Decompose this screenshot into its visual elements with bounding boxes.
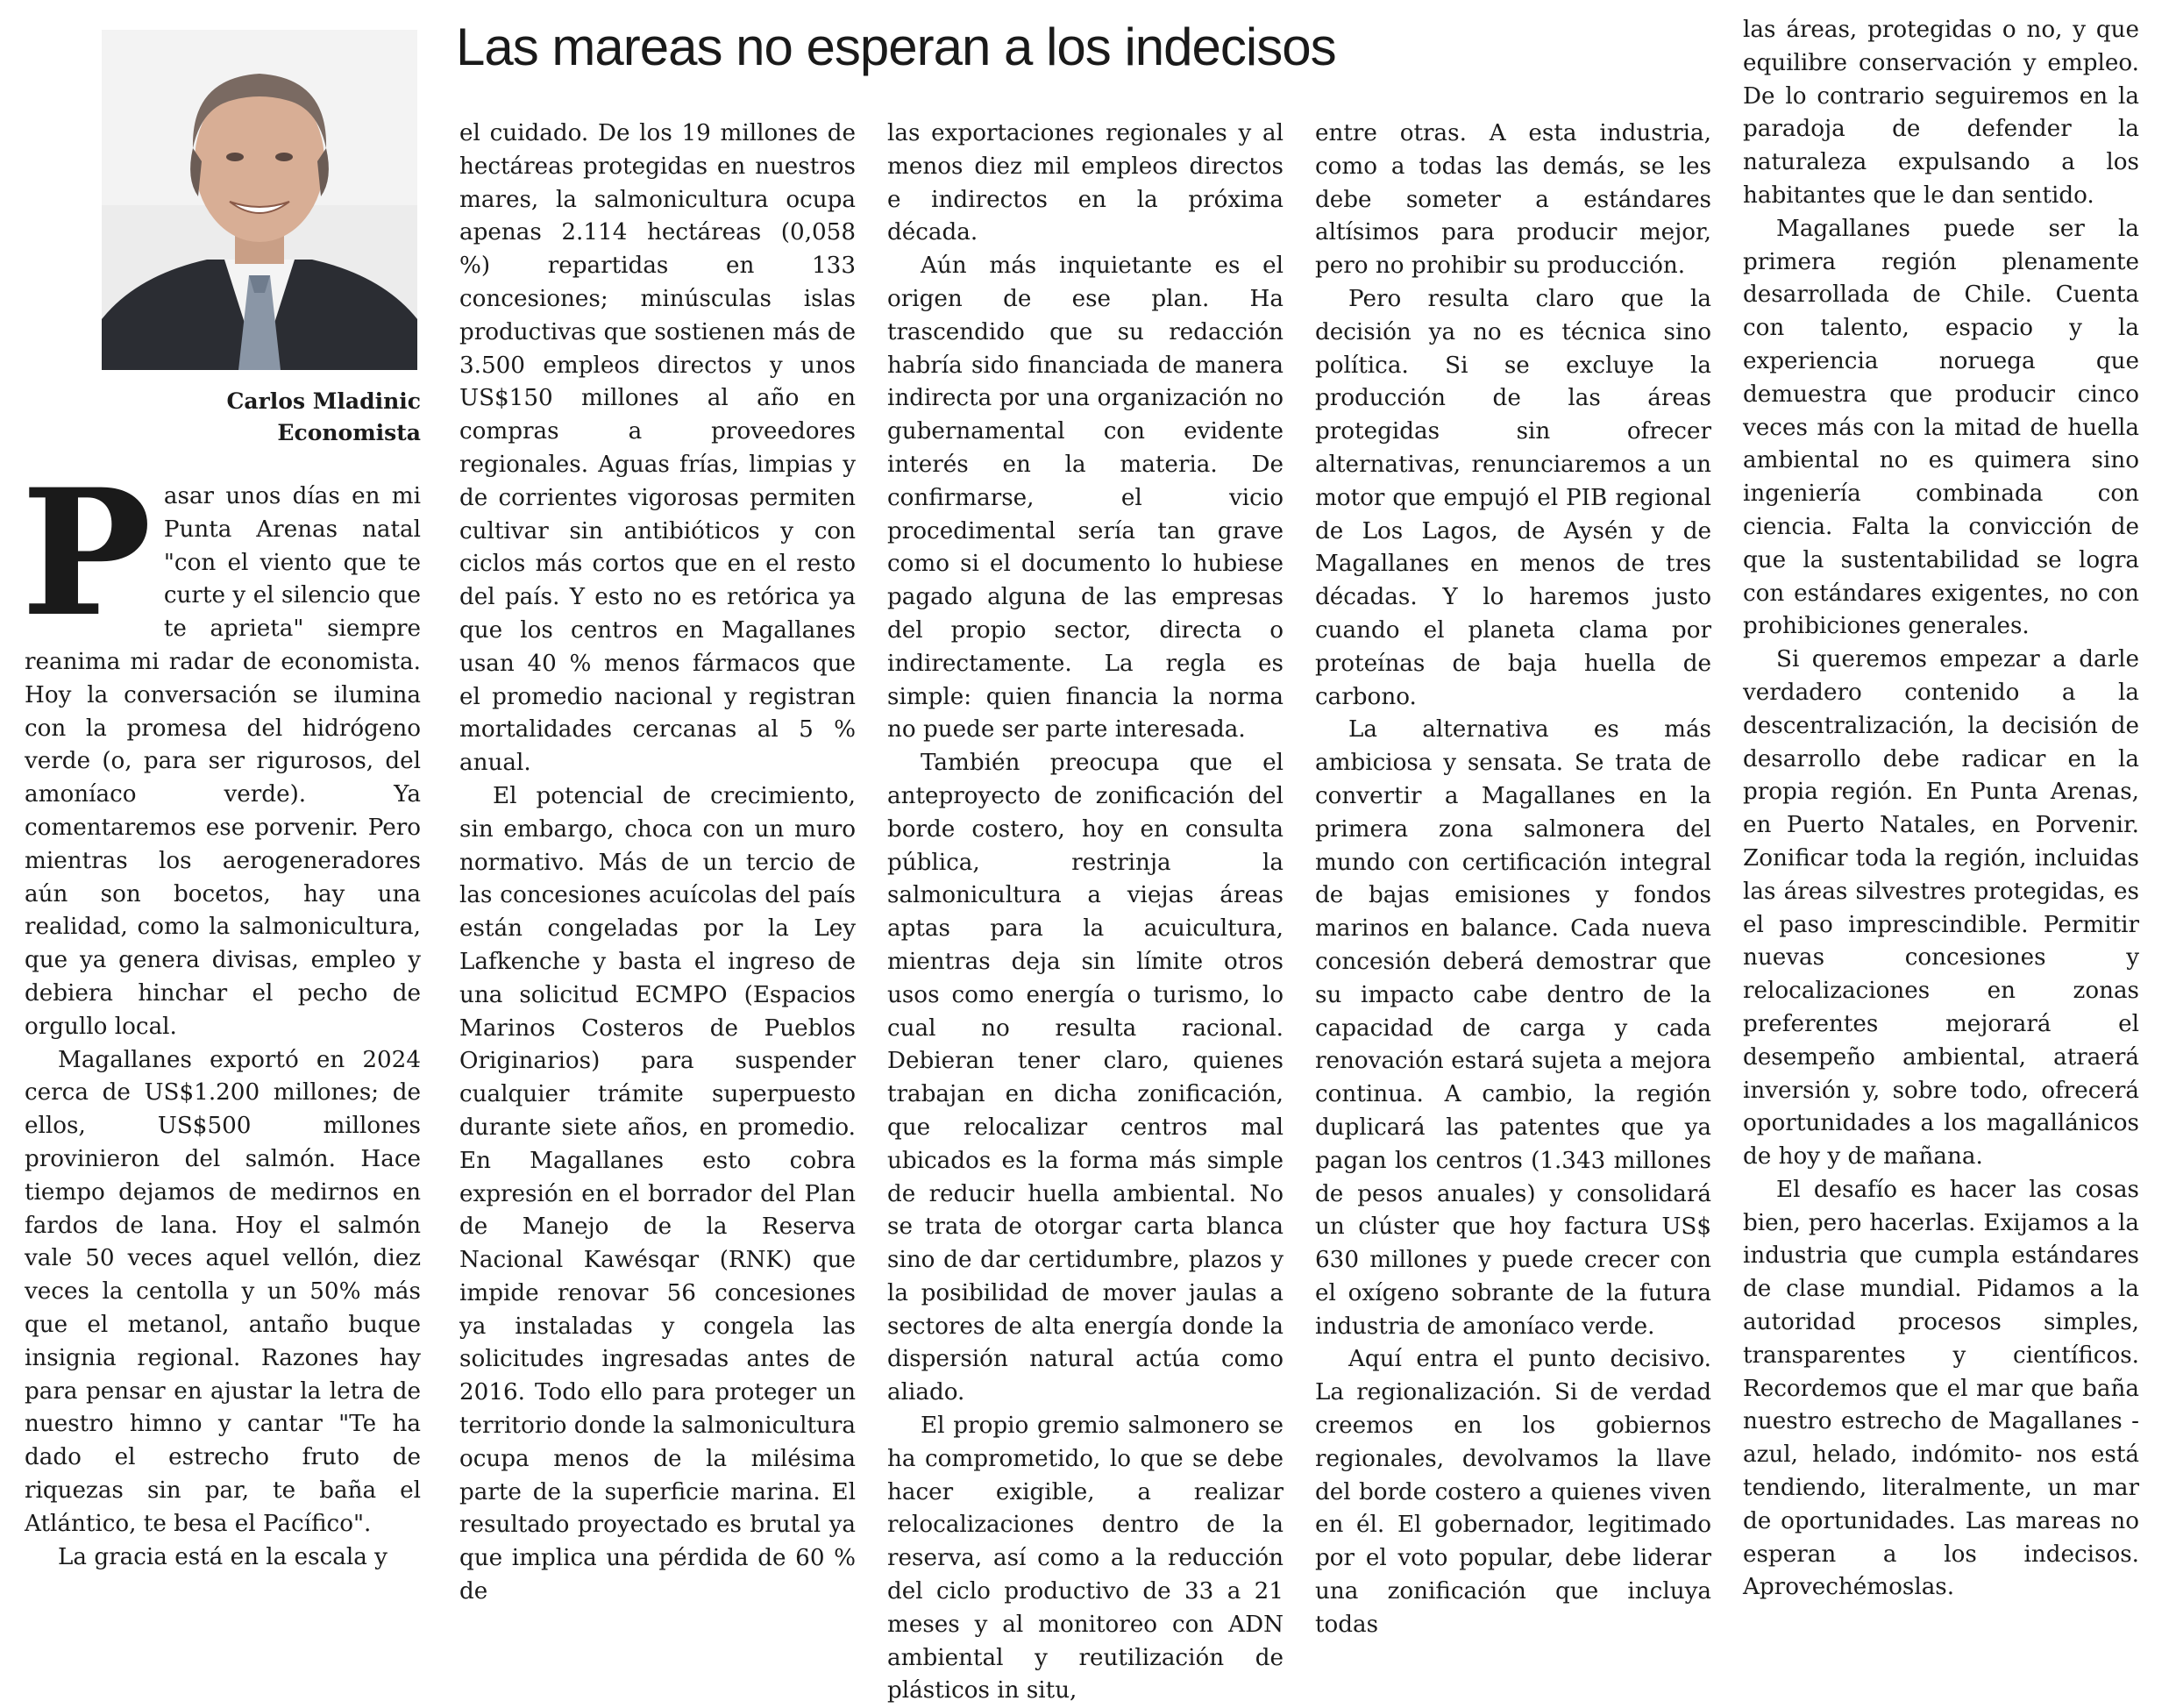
paragraph: La gracia está en la escala y xyxy=(58,1543,388,1570)
column-1 xyxy=(21,451,421,1570)
byline xyxy=(88,386,421,449)
paragraph: Pasar unos días en mi Punta Arenas natal "con el viento que te curte y el silencio que te aprieta" siempre reanima mi radar de economista. Hoy la conversación se ilumina con la promesa del hidrógeno verde (o, para ser rigurosos, del amoníaco verde). Ya comentaremos ese porvenir. Pero mientras los aerogeneradores aún son bocetos, hay una realidad, como la salmonicultura, que ya genera divisas, empleo y debiera hinchar el pecho de orgullo local. xyxy=(21,451,421,1040)
paragraph: entre otras. A esta industria, como a todas las demás, se les debe someter a estándares altísimos para producir mejor, pero no prohibir su producción. xyxy=(1315,120,1711,280)
paragraph: El potencial de crecimiento, sin embargo, choca con un muro normativo. Más de un tercio de las concesiones acuícolas del país están congeladas por la Ley Lafkenche y basta el ingreso de una solicitud ECMPO (Espacios Marinos Costeros de Pueblos Originarios) para suspender cualquier trámite superpuesto durante siete años, en promedio. En Magallanes esto cobra expresión en el borrador del Plan de Manejo de la Reserva Nacional Kawésqar (RNK) que impide renovar 56 concesiones ya instaladas y congela las solicitudes ingresadas antes de 2016. Todo ello para proteger un territorio donde la salmonicultura ocupa menos de la milésima parte de la superficie marina. El resultado proyectado es brutal ya que implica una pérdida de 60 % de xyxy=(459,782,856,1605)
paragraph: El desafío es hacer las cosas bien, pero hacerlas. Exijamos a la industria que cumpla estándares de clase mundial. Pidamos a la autoridad procesos simples, transparentes y científicos. Recordemos que el mar que baña nuestro estrecho de Magallanes -azul, helado, indómito- nos está tendiendo, literalmente, un mar de oportunidades. Las mareas no esperan a los indecisos. Aprovechémoslas. xyxy=(1743,1176,2139,1601)
paragraph: las áreas, protegidas o no, y que equilibre conservación y empleo. De lo contrario seguiremos en la paradoja de defender la naturaleza expulsando a los habitantes que le dan sentido. xyxy=(1743,17,2139,209)
column-5 xyxy=(1743,14,2139,1601)
paragraph: el cuidado. De los 19 millones de hectáreas protegidas en nuestros mares, la salmonicultura ocupa apenas 2.114 hectáreas (0,058 %) repartidas en 133 concesiones; minúsculas islas productivas que sostienen más de 3.500 empleos directos y unos US$150 millones al año en compras a proveedores regionales. Aguas frías, limpias y de corrientes vigorosas permiten cultivar sin antibióticos y con ciclos más cortos que en el resto del país. Y esto no es retórica ya que los centros en Magallanes usan 40 % menos fármacos que el promedio nacional y registran mortalidades cercanas al 5 % anual. xyxy=(459,120,856,777)
paragraph: las exportaciones regionales y al menos diez mil empleos directos e indirectos en la próxima década. xyxy=(887,120,1284,246)
column-2 xyxy=(459,117,856,1605)
paragraph: Magallanes exportó en 2024 cerca de US$1.200 millones; de ellos, US$500 millones provinieron del salmón. Hace tiempo dejamos de medirnos en fardos de lana. Hoy el salmón vale 50 veces aquel vellón, diez veces la centolla y un 50% más que el metanol, antaño buque insignia regional. Razones hay para pensar en ajustar la letra de nuestro himno y cantar "Te ha dado el estrecho fruto de riquezas sin par, te baña el Atlántico, te besa el Pacífico". xyxy=(25,1046,421,1537)
drop-cap: P xyxy=(21,451,152,655)
paragraph: La alternativa es más ambiciosa y sensata. Se trata de convertir a Magallanes en la primera zona salmonera del mundo con certificación integral de bajas emisiones y fondos marinos en balance. Cada nueva concesión deberá demostrar que su impacto cabe dentro de la capacidad de carga y cada renovación estará sujeta a mejora continua. A cambio, la región duplicará las patentes que ya pagan los centros (1.343 millones de pesos anuales) y consolidará un clúster que hoy factura US$ 630 millones y puede crecer con el oxígeno sobrante de la futura industria de amoníaco verde. xyxy=(1315,716,1711,1340)
paragraph: Si queremos empezar a darle verdadero contenido a la descentralización, la decisión de desarrollo debe radicar en la propia región. En Punta Arenas, en Puerto Natales, en Porvenir. Zonificar toda la región, incluidas las áreas silvestres protegidas, es el paso imprescindible. Permitir nuevas concesiones y relocalizaciones en zonas preferentes mejorará el desempeño ambiental, atraerá inversión y, sobre todo, ofrecerá oportunidades a los magallánicos de hoy y de mañana. xyxy=(1743,646,2139,1171)
column-3 xyxy=(887,117,1284,1704)
author-role: Economista xyxy=(277,420,421,445)
author-portrait-image xyxy=(102,30,417,370)
paragraph: El propio gremio salmonero se ha comprometido, lo que se debe hacer exigible, a realizar relocalizaciones dentro de la reserva, así como a la reducción del ciclo productivo de 33 a 21 meses y al monitoreo con ADN ambiental y reutilización de plásticos in situ, xyxy=(887,1413,1284,1704)
paragraph: Pero resulta claro que la decisión ya no es técnica sino política. Si se excluye la producción de las áreas protegidas sin ofrecer alternativas, renunciaremos a un motor que empujó el PIB regional de Los Lagos, de Aysén y de Magallanes en menos de tres décadas. Y lo haremos justo cuando el planeta clama por proteínas de baja huella de carbono. xyxy=(1315,285,1711,710)
author-name: Carlos Mladinic xyxy=(226,388,421,414)
paragraph: Aquí entra el punto decisivo. La regionalización. Si de verdad creemos en los gobiernos regionales, devolvamos la llave del borde costero a quienes viven en él. El gobernador, legitimado por el voto popular, debe liderar una zonificación que incluya todas xyxy=(1315,1346,1711,1638)
paragraph: También preocupa que el anteproyecto de zonificación del borde costero, hoy en consulta pública, restrinja la salmonicultura a viejas áreas aptas para la acuicultura, mientras deja sin límite otros usos como energía o turismo, lo cual no resulta racional. Debieran tener claro, quienes trabajan en dicha zonificación, que relocalizar centros mal ubicados es la forma más simple de reducir huella ambiental. No se trata de otorgar carta blanca sino de dar certidumbre, plazos y la posibilidad de mover jaulas a sectores de alta energía donde la dispersión natural actúa como aliado. xyxy=(887,750,1284,1406)
headline: Las mareas no esperan a los indecisos xyxy=(456,18,1336,76)
author-photo xyxy=(102,30,417,370)
column-4 xyxy=(1315,117,1711,1638)
paragraph: Aún más inquietante es el origen de ese plan. Ha trascendido que su redacción habría sido financiada de manera indirecta por una organización no gubernamental con evidente interés en la materia. De confirmarse, el vicio procedimental sería tan grave como si el documento lo hubiese pagado alguna de las empresas del propio sector, directa o indirectamente. La regla es simple: quien financia la norma no puede ser parte interesada. xyxy=(887,253,1284,744)
paragraph: Magallanes puede ser la primera región plenamente desarrollada de Chile. Cuenta con talento, espacio y la experiencia noruega que demuestra que producir cinco veces más con la mitad de huella ambiental no es quimera sino ingeniería combinada con ciencia. Falta la convicción de que la sustentabilidad se logra con estándares exigentes, no con prohibiciones generales. xyxy=(1743,215,2139,640)
